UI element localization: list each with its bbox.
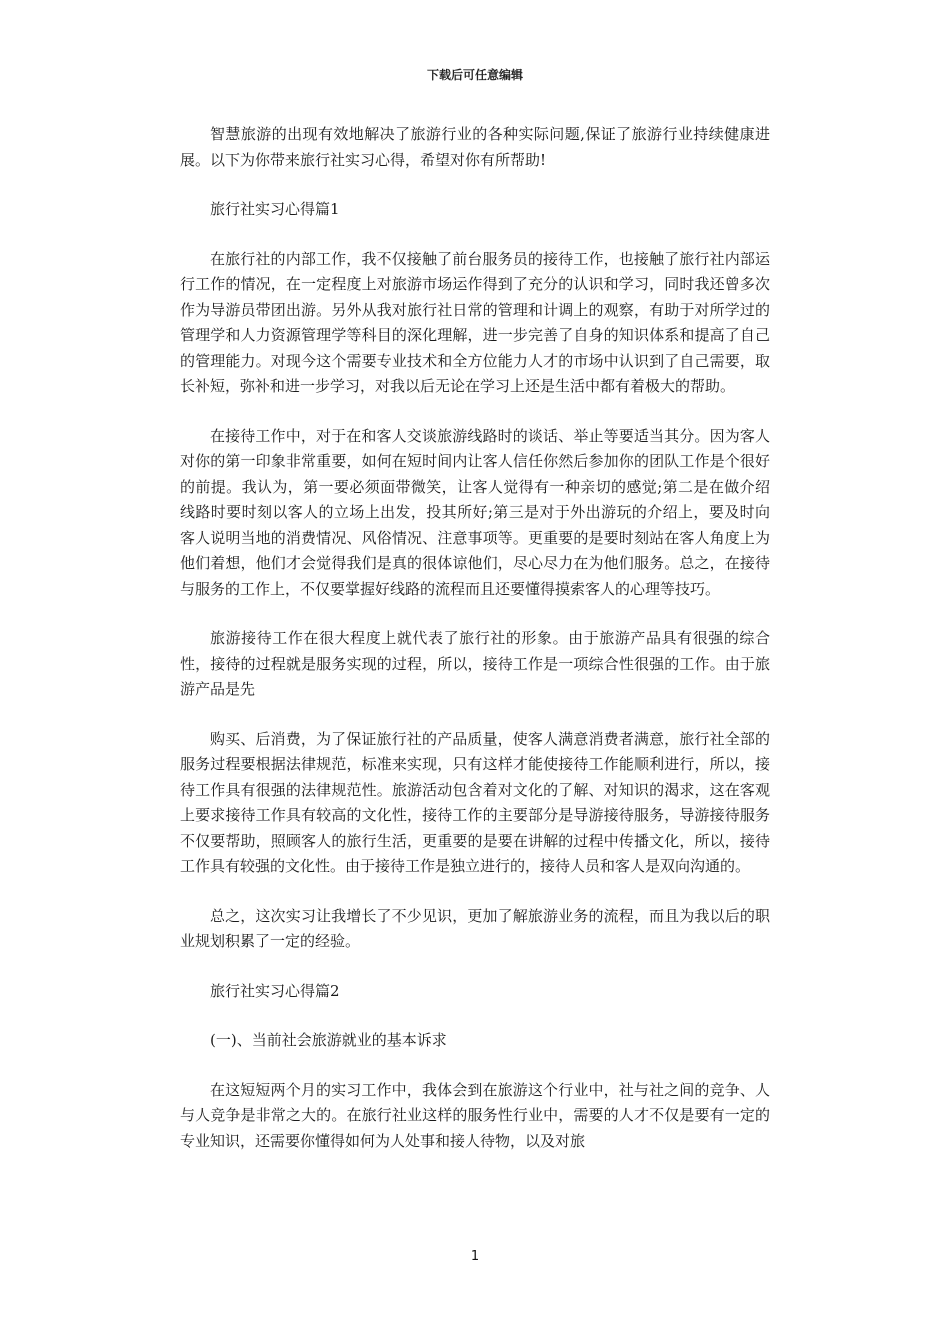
body-paragraph: 旅游接待工作在很大程度上就代表了旅行社的形象。由于旅游产品具有很强的综合性，接待的过程就是服务实现的过程，所以，接待工作是一项综合性很强的工作。由于旅游产品是先 [180,629,770,698]
body-paragraph: 总之，这次实习让我增长了不少见识，更加了解旅游业务的流程，而且为我以后的职业规划积累了一定的经验。 [180,906,770,950]
body-paragraph: 在这短短两个月的实习工作中，我体会到在旅游这个行业中，社与社之间的竞争、人与人竞争是非常之大的。在旅行社业这样的服务性行业中，需要的人才不仅是要有一定的专业知识，还需要你懂得如何为人处事和接人待物，以及对旅 [180,1080,770,1150]
section-heading-1: 旅行社实习心得篇1 [210,200,340,218]
body-paragraph: 在接待工作中，对于在和客人交谈旅游线路时的谈话、举止等要适当其分。因为客人对你的第一印象非常重要，如何在短时间内让客人信任你然后参加你的团队工作是个很好的前提。我认为，第一要必须面带微笑，让客人觉得有一种亲切的感觉;第二是在做介绍线路时要时刻以客人的立场上出发，投其所好;第三是对于外出游玩的介绍上，要及时向客人说明当地的消费情况、风俗情况、注意事项等。更重要的是要时刻站在客人角度上为他们着想，他们才会觉得我们是真的很体谅他们，尽心尽力在为他们服务。总之，在接待与服务的工作上，不仅要掌握好线路的流程而且还要懂得摸索客人的心理等技巧。 [180,426,770,598]
body-paragraph: 购买、后消费，为了保证旅行社的产品质量，使客人满意消费者满意，旅行社全部的服务过程要根据法律规范，标准来实现，只有这样才能使接待工作能顺利进行，所以，接待工作具有很强的法律规范性。旅游活动包含着对文化的了解、对知识的渴求，这在客观上要求接待工作具有较高的文化性，接待工作的主要部分是导游接待服务，导游接待服务不仅要帮助，照顾客人的旅行生活，更重要的是要在讲解的过程中传播文化，所以，接待工作具有较强的文化性。由于接待工作是独立进行的，接待人员和客人是双向沟通的。 [180,729,770,875]
document-body [180,122,770,1178]
page-header: 下载后可任意编辑 [426,68,523,82]
page-number: 1 [470,1249,480,1264]
intro-paragraph: 智慧旅游的出现有效地解决了旅游行业的各种实际问题,保证了旅游行业持续健康进展。以下为你带来旅行社实习心得，希望对你有所帮助! [180,125,770,169]
body-paragraph: 在旅行社的内部工作，我不仅接触了前台服务员的接待工作，也接触了旅行社内部运行工作的情况，在一定程度上对旅游市场运作得到了充分的认识和学习，同时我还曾多次作为导游员带团出游。另外从我对旅行社日常的管理和计调上的观察，有助于对所学过的管理学和人力资源管理学等科目的深化理解，进一步完善了自身的知识体系和提高了自己的管理能力。对现今这个需要专业技术和全方位能力人才的市场中认识到了自己需要，取长补短，弥补和进一步学习，对我以后无论在学习上还是生活中都有着极大的帮助。 [180,249,770,395]
subsection-heading: (一)、当前社会旅游就业的基本诉求 [210,1031,447,1049]
section-heading-2: 旅行社实习心得篇2 [210,981,340,1000]
